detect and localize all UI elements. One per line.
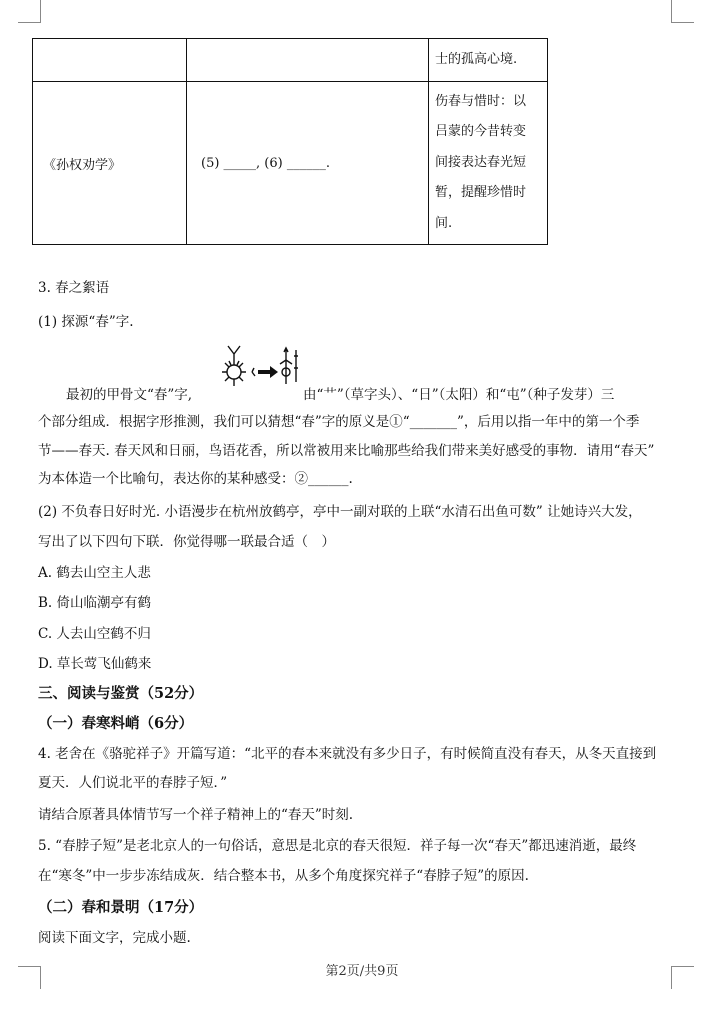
question-4-prompt: 请结合原著具体情节写一个祥子精神上的“春天”时刻. [38,807,354,823]
analysis-line: 间. [435,215,453,231]
analysis-line: 吕蒙的今昔转变 [435,124,527,140]
chun-paragraph-line: 个部分组成．根据字形推测，我们可以猜想“春”字的原义是①“_______”，后用以指一年中的第一个季 [38,414,640,430]
question-3-sub2-prompt: 写出了以下四句下联．你觉得哪一联最合适（ ） [38,534,335,550]
table-row [33,39,548,82]
part-2-heading: （二）春和景明（17分） [38,899,204,916]
question-3-sub1: (1) 探源“春”字. [38,314,134,330]
question-3-heading: 3. 春之絮语 [38,280,110,296]
table-cell [33,39,187,82]
question-5-cont: 在“寒冬”中一步步冻结成灰．结合整本书，从多个角度探究祥子“春脖子短”的原因. [38,868,529,884]
analysis-line: 暂，提醒珍惜时 [435,185,527,201]
crop-mark-top-left [18,0,41,23]
table-cell-blanks: (5) _____, (6) ______. [187,82,429,245]
table-cell [187,39,429,82]
reading-prompt: 阅读下面文字，完成小题. [38,930,191,946]
question-3-sub2: (2) 不负春日好时光. 小语漫步在杭州放鹤亭，亭中一副对联的上联“水清石出鱼可数” 让她诗兴大发， [38,504,642,520]
table-cell: 士的孤高心境. [429,39,548,82]
chun-paragraph-line: 为本体造一个比喻句，表达你的某种感受：②______. [38,471,353,487]
table-row [33,82,548,245]
option-d: D. 草长莺飞仙鹤来 [38,656,152,672]
crop-mark-top-right [671,0,694,23]
poetry-table [32,38,548,245]
option-c: C. 人去山空鹤不归 [38,626,151,642]
question-5: 5. “春脖子短”是老北京人的一句俗话，意思是北京的春天很短．祥子每一次“春天”都迅速消逝，最终 [38,838,637,854]
chun-intro-part-b: 由“艹”（草字头）、“日”（太阳）和“屯”（种子发芽）三 [303,387,615,403]
table-cell-analysis [429,82,548,245]
oracle-bone-chun-glyph [214,342,306,390]
part-1-heading: （一）春寒料峭（6分） [38,715,194,732]
section-3-heading: 三、阅读与鉴赏（52分） [38,685,204,702]
chun-paragraph-line: 节——春天. 春天风和日丽，鸟语花香，所以常被用来比喻那些给我们带来美好感受的事物．请用“春天” [38,443,655,459]
option-a: A. 鹤去山空主人悲 [38,565,151,581]
analysis-line: 间接表达春光短 [435,154,527,170]
table-cell-title: 《孙权劝学》 [33,82,187,245]
option-b: B. 倚山临潮亭有鹤 [38,595,152,611]
question-4: 4. 老舍在《骆驼祥子》开篇写道：“北平的春本来就没有多少日子，有时候简直没有春天，从冬天直接到 [38,746,657,762]
question-4-cont: 夏天．人们说北平的春脖子短．” [38,775,228,791]
page-number: 第2页/共9页 [325,964,399,979]
analysis-line: 伤春与惜时：以 [435,93,527,109]
chun-intro-part-a: 最初的甲骨文“春”字, [66,387,193,403]
